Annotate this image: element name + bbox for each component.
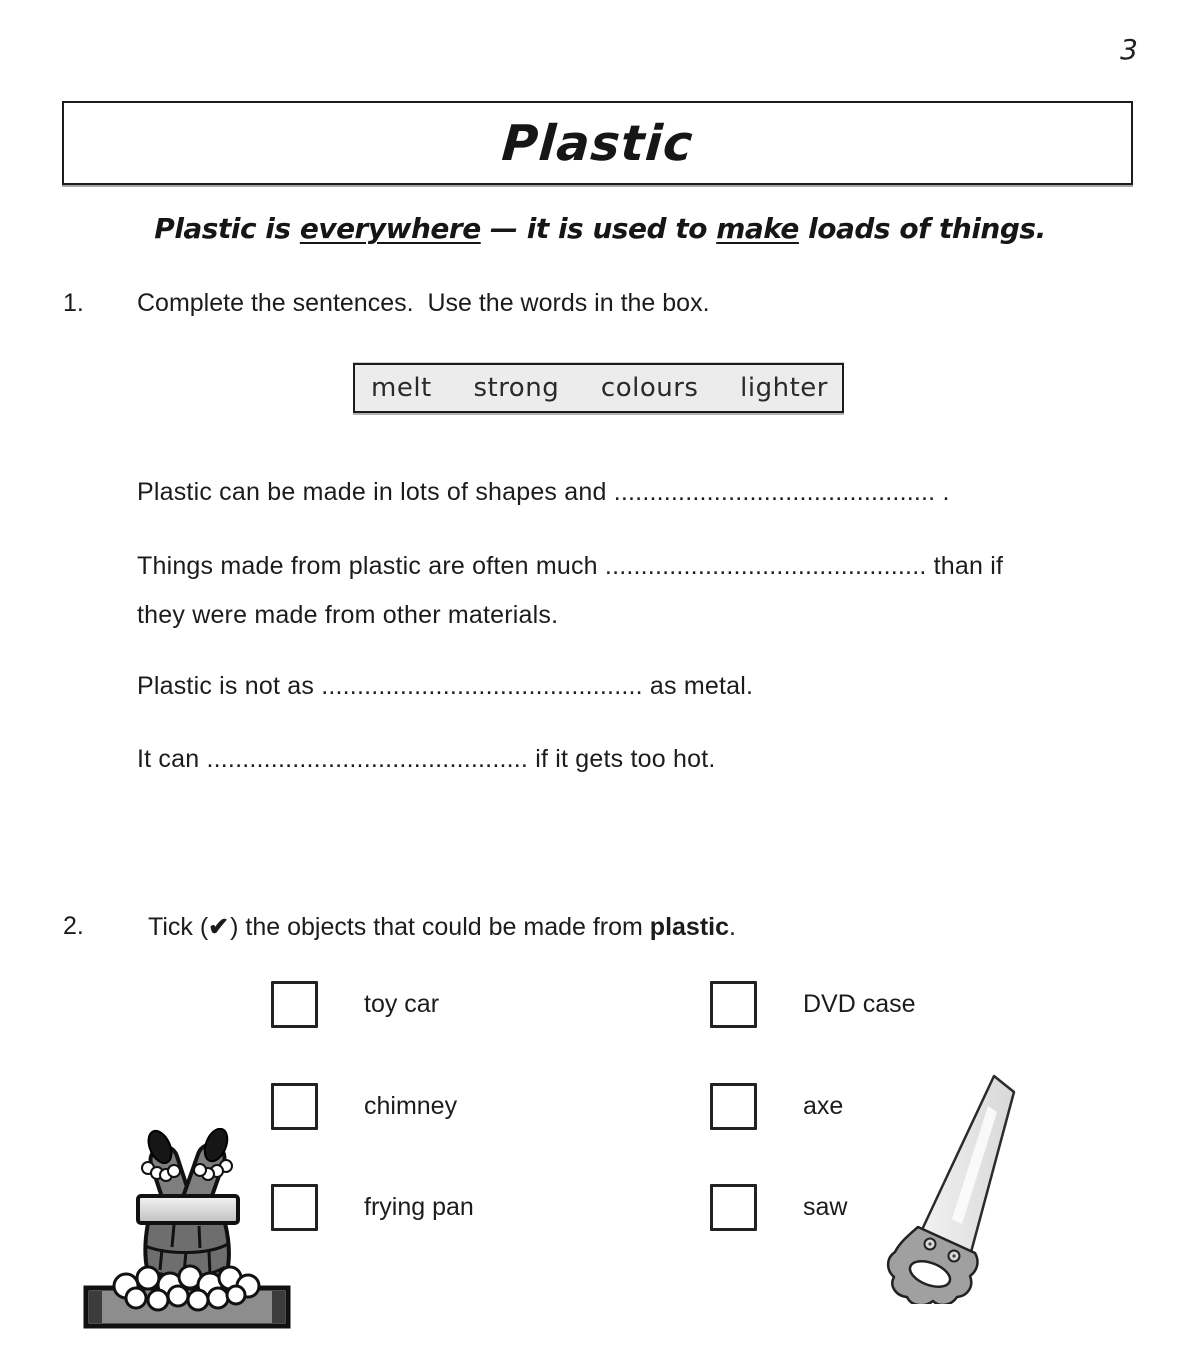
word-bank-word: melt: [371, 373, 432, 403]
question-1-text: Complete the sentences. Use the words in the box.: [137, 289, 710, 317]
page-number: 3: [1120, 33, 1138, 66]
hand-saw-icon: [878, 1072, 1038, 1304]
fill-in-sentence: Plastic can be made in lots of shapes and ............................................. .: [137, 478, 950, 506]
fill-in-sentence: Things made from plastic are often much ............................................. than if: [137, 552, 1004, 580]
checkbox-row-axe: [710, 1083, 843, 1130]
subtitle-underlined-word: make: [716, 212, 799, 245]
checkbox-toy-car[interactable]: [271, 981, 318, 1028]
checkbox-row-dvd-case: [710, 981, 916, 1028]
checkbox-label: chimney: [364, 1092, 458, 1120]
checkbox-row-frying-pan: [271, 1184, 474, 1231]
subtitle-text: loads of things.: [798, 212, 1046, 245]
word-bank-word: colours: [600, 373, 699, 403]
subtitle: [0, 212, 1200, 245]
checkbox-saw[interactable]: [710, 1184, 757, 1231]
checkbox-label: toy car: [364, 990, 440, 1018]
checkbox-label: frying pan: [364, 1193, 474, 1221]
question-2-text-part: .: [729, 913, 736, 941]
checkbox-row-toy-car: [271, 981, 439, 1028]
fill-in-sentence: they were made from other materials.: [137, 601, 559, 629]
checkbox-axe[interactable]: [710, 1083, 757, 1130]
question-2-text-part: Tick (: [148, 913, 209, 941]
page-title: Plastic: [499, 114, 696, 172]
santa-stuck-in-chimney-icon: [78, 1128, 296, 1333]
checkbox-dvd-case[interactable]: [710, 981, 757, 1028]
checkbox-label: axe: [803, 1092, 844, 1120]
question-2-bold-word: plastic: [649, 913, 729, 941]
word-bank-word: lighter: [740, 373, 828, 403]
question-2-text: [148, 912, 736, 942]
tick-symbol: ✔: [208, 913, 231, 941]
question-2-number: 2.: [63, 912, 84, 940]
question-2-text-part: ) the objects that could be made from: [230, 913, 650, 941]
word-bank-word: strong: [473, 373, 560, 403]
title-box: [62, 101, 1133, 185]
subtitle-text: — it is used to: [480, 212, 717, 245]
subtitle-underlined-word: everywhere: [299, 212, 481, 245]
fill-in-sentence: Plastic is not as ............................................. as metal.: [137, 672, 754, 700]
fill-in-sentence: It can ............................................. if it gets too hot.: [137, 745, 716, 773]
word-bank-box: [353, 363, 844, 413]
checkbox-row-chimney: [271, 1083, 457, 1130]
subtitle-text: Plastic is: [154, 212, 300, 245]
question-1-number: 1.: [63, 289, 84, 317]
checkbox-row-saw: [710, 1184, 847, 1231]
checkbox-chimney[interactable]: [271, 1083, 318, 1130]
checkbox-label: saw: [803, 1193, 848, 1221]
checkbox-label: DVD case: [803, 990, 916, 1018]
